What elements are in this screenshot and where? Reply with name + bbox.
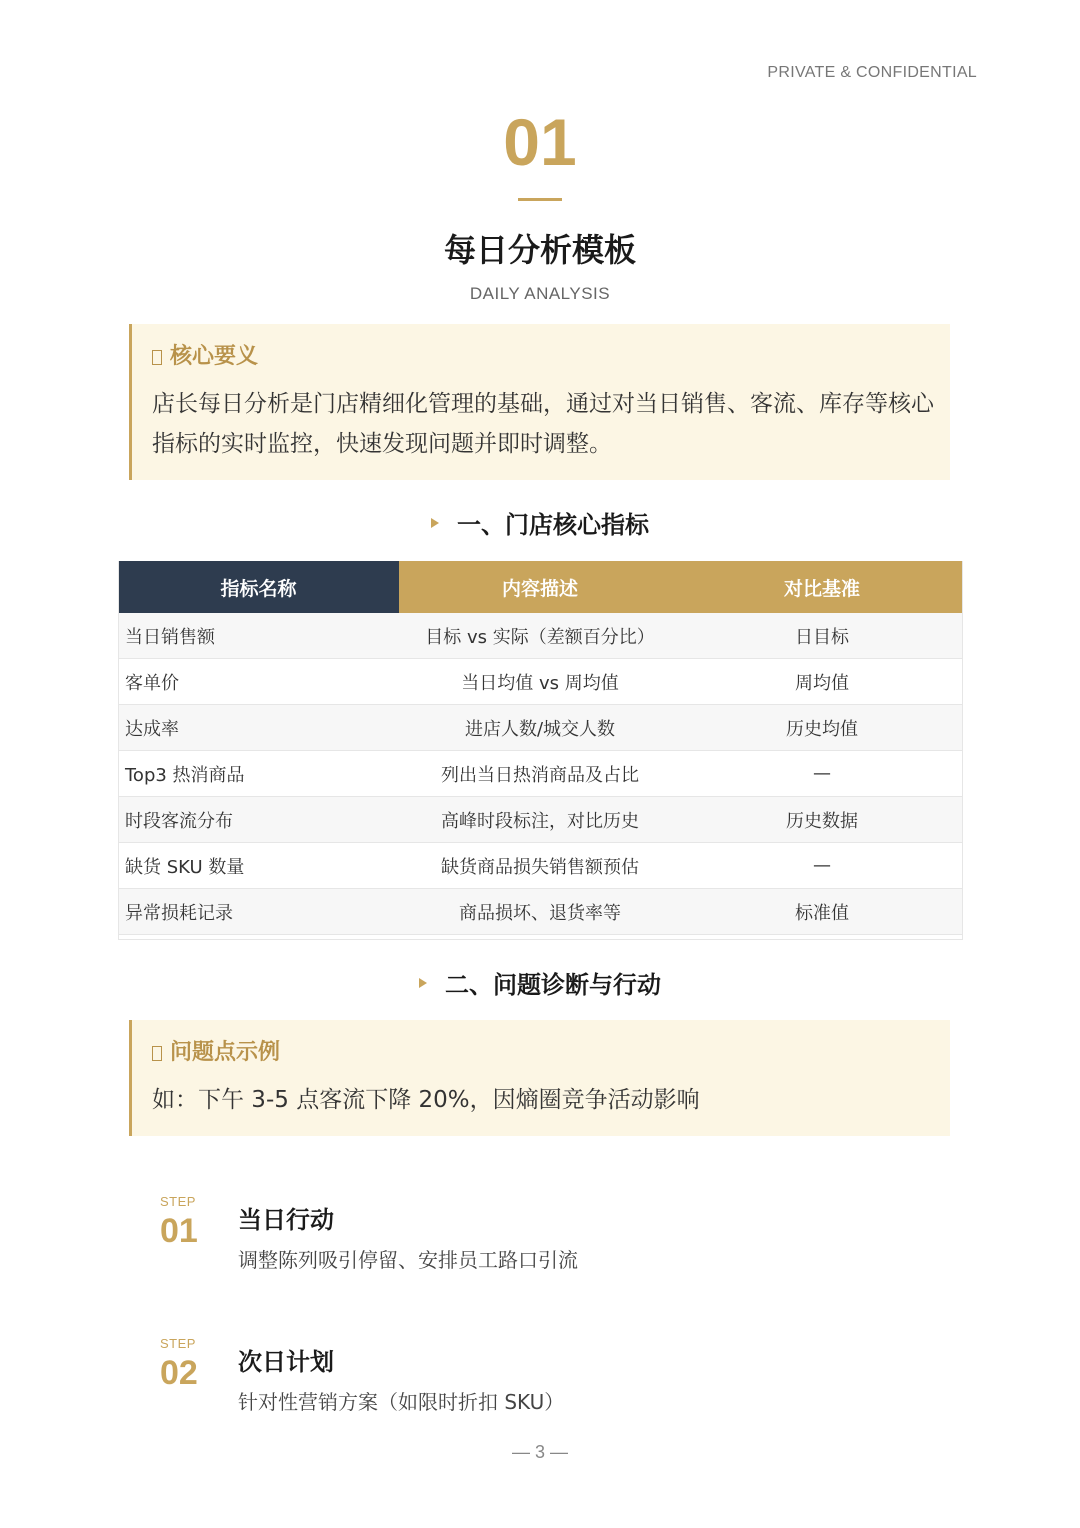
section-heading-1 xyxy=(0,508,1080,542)
step-number: 01 xyxy=(160,1212,198,1250)
table-row xyxy=(118,705,963,751)
table-cell: 当日均值 vs 周均值 xyxy=(399,659,681,705)
problem-callout-heading xyxy=(152,1038,934,1068)
table-row xyxy=(118,843,963,889)
square-bullet-icon xyxy=(152,350,162,365)
step-title: 次日计划 xyxy=(238,1348,334,1376)
step-item xyxy=(160,1194,920,1272)
metrics-table xyxy=(118,561,963,935)
step-item xyxy=(160,1336,920,1414)
table-header-row xyxy=(118,561,963,613)
table-row xyxy=(118,613,963,659)
table-cell: 进店人数/城交人数 xyxy=(399,705,681,751)
step-tag: STEP xyxy=(160,1336,196,1351)
table-cell: 高峰时段标注，对比历史 xyxy=(399,797,681,843)
triangle-bullet-icon xyxy=(419,978,427,988)
core-callout-title: 核心要义 xyxy=(170,344,259,369)
step-tag: STEP xyxy=(160,1194,196,1209)
core-callout-text: 店长每日分析是门店精细化管理的基础，通过对当日销售、客流、库存等核心指标的实时监控，快速发现问题并即时调整。 xyxy=(152,391,934,457)
table-cell: 时段客流分布 xyxy=(118,797,399,843)
step-number: 02 xyxy=(160,1354,198,1392)
section-heading-2 xyxy=(0,968,1080,1002)
chapter-divider xyxy=(518,198,562,201)
problem-callout-title: 问题点示例 xyxy=(170,1040,281,1065)
confidential-label: PRIVATE & CONFIDENTIAL xyxy=(767,64,977,81)
table-cell: — xyxy=(681,843,963,889)
section-heading-1-text: 一、门店核心指标 xyxy=(457,511,649,539)
table-row xyxy=(118,797,963,843)
page-number: — 3 — xyxy=(511,1442,568,1462)
table-cell: 历史均值 xyxy=(681,705,963,751)
problem-callout xyxy=(129,1020,950,1136)
table-cell: 标准值 xyxy=(681,889,963,935)
step-description: 针对性营销方案（如限时折扣 SKU） xyxy=(238,1390,565,1414)
problem-callout-text: 如：下午 3-5 点客流下降 20%，因熵圈竞争活动影响 xyxy=(152,1087,700,1113)
table-cell: 列出当日热消商品及占比 xyxy=(399,751,681,797)
column-header: 对比基准 xyxy=(681,561,963,613)
step-description: 调整陈列吸引停留、安排员工路口引流 xyxy=(238,1248,578,1272)
section-heading-2-text: 二、问题诊断与行动 xyxy=(445,971,661,999)
page-subtitle: DAILY ANALYSIS xyxy=(469,284,611,303)
table-cell: 缺货商品损失销售额预估 xyxy=(399,843,681,889)
table-row xyxy=(118,889,963,935)
triangle-bullet-icon xyxy=(431,518,439,528)
square-bullet-icon xyxy=(152,1046,162,1061)
table-cell: — xyxy=(681,751,963,797)
core-callout xyxy=(129,324,950,480)
table-row xyxy=(118,659,963,705)
table-cell: 周均值 xyxy=(681,659,963,705)
column-header: 内容描述 xyxy=(399,561,681,613)
table-cell: Top3 热消商品 xyxy=(118,751,399,797)
table-cell: 日目标 xyxy=(681,613,963,659)
table-cell: 目标 vs 实际（差额百分比） xyxy=(399,613,681,659)
table-cell: 历史数据 xyxy=(681,797,963,843)
table-cell: 客单价 xyxy=(118,659,399,705)
table-cell: 异常损耗记录 xyxy=(118,889,399,935)
core-callout-heading xyxy=(152,342,934,372)
chapter-number: 01 xyxy=(503,105,577,179)
table-row xyxy=(118,751,963,797)
table-cell: 缺货 SKU 数量 xyxy=(118,843,399,889)
step-title: 当日行动 xyxy=(238,1206,334,1234)
table-cell: 当日销售额 xyxy=(118,613,399,659)
page-title: 每日分析模板 xyxy=(443,231,636,269)
column-header: 指标名称 xyxy=(118,561,399,613)
table-cell: 达成率 xyxy=(118,705,399,751)
table-cell: 商品损坏、退货率等 xyxy=(399,889,681,935)
